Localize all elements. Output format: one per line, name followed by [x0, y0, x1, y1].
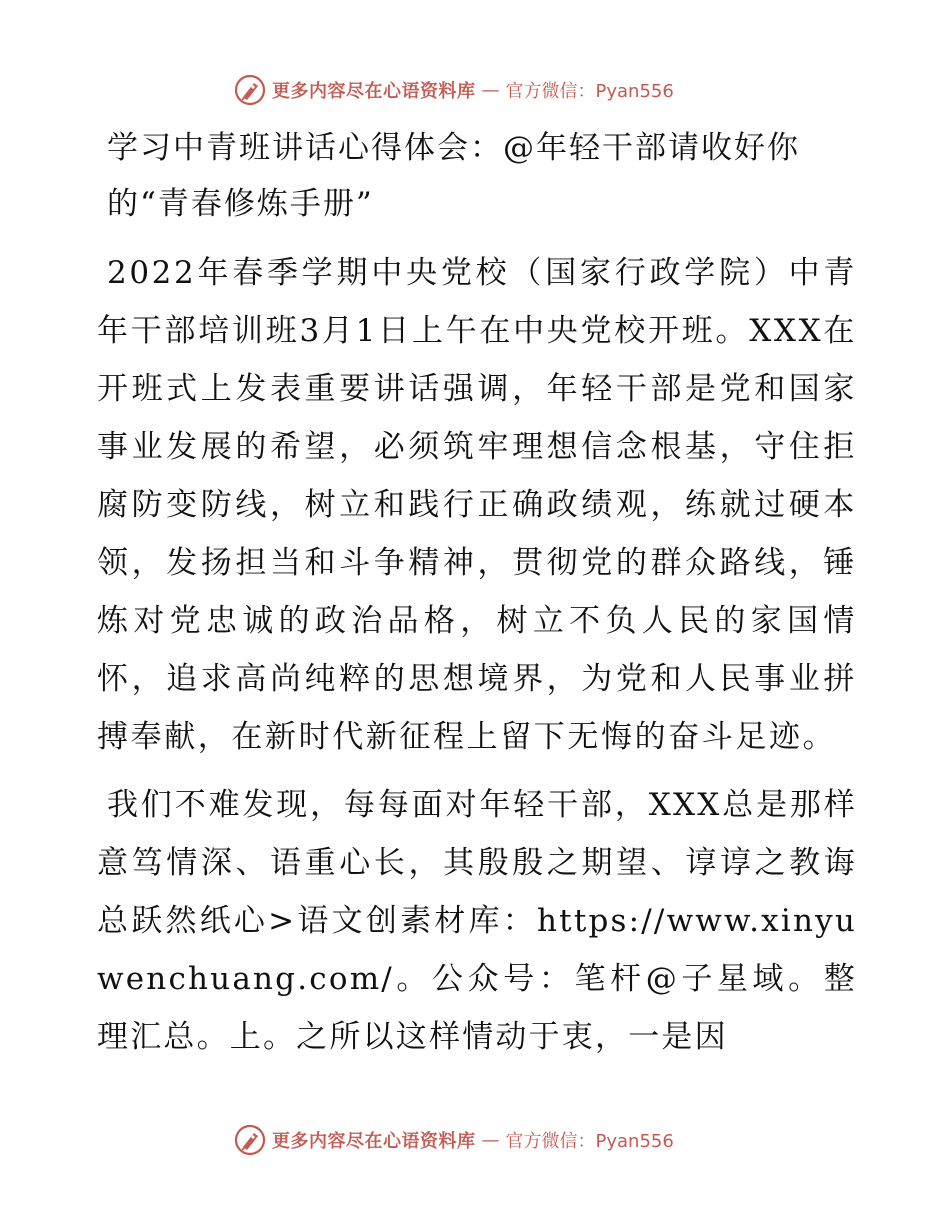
footer-watermark — [234, 1123, 674, 1157]
watermark-brand-text: 更多内容尽在心语资料库 — [272, 1131, 476, 1152]
document-title: 学习中青班讲话心得体会：@年轻干部请收好你的“青春修炼手册” — [107, 130, 800, 222]
pen-nib-logo-icon — [234, 74, 266, 106]
header-watermark — [234, 73, 674, 107]
paragraph-1: 2022年春季学期中央党校（国家行政学院）中青年干部培训班3月1日上午在中央党校开班。XXX在开班式上发表重要讲话强调，年轻干部是党和国家事业发展的希望，必须筑牢理想信念根基，守住拒腐防变防线，树立和践行正确政绩观，练就过硬本领，发扬担当和斗争精神，贯彻党的群众路线，锤炼对党忠诚的政治品格，树立不负人民的家国情怀，追求高尚纯粹的思想境界，为党和人民事业拼搏奉献，在新时代新征程上留下无悔的奋斗足迹。 — [97, 255, 857, 755]
watermark-separator: — — [481, 79, 500, 101]
pen-nib-logo-icon — [234, 1124, 266, 1156]
watermark-brand-text: 更多内容尽在心语资料库 — [272, 81, 476, 102]
watermark-wechat-text: 官方微信：Pyan556 — [505, 1131, 674, 1152]
watermark-wechat-text: 官方微信：Pyan556 — [505, 81, 674, 102]
watermark-separator: — — [481, 1129, 500, 1151]
document-body — [97, 120, 857, 1076]
paragraph-2: 我们不难发现，每每面对年轻干部，XXX总是那样意笃情深、语重心长，其殷殷之期望、谆谆之教诲总跃然纸心>语文创素材库：https://www.xinyuwenchuang.com/。公众号：笔杆@子星域。整理汇总。上。之所以这样情动于衷，一是因 — [97, 787, 857, 1055]
